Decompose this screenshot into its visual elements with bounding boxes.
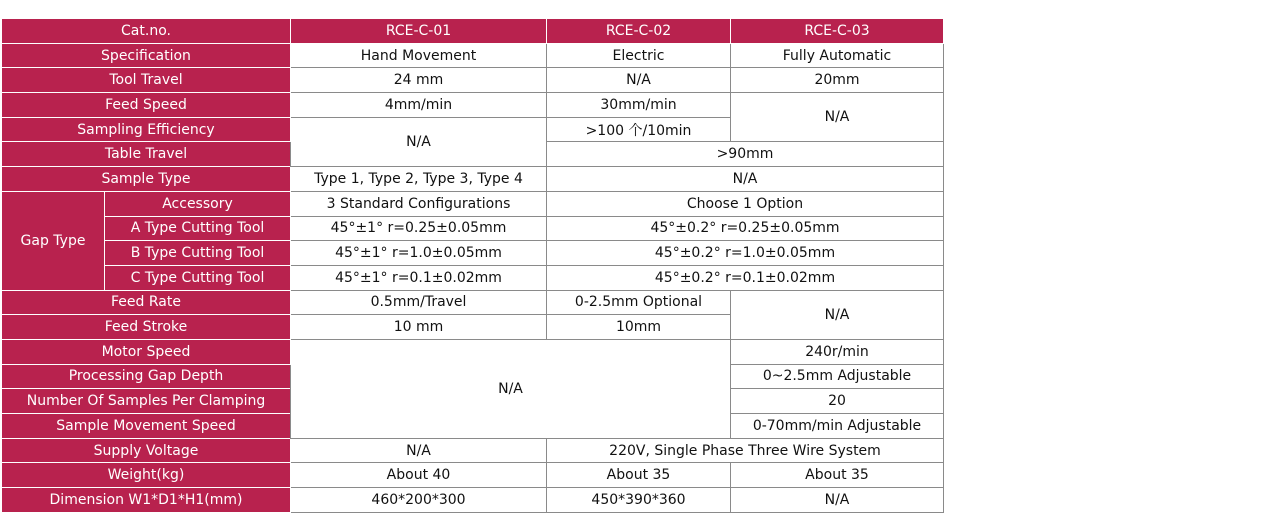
table-row-feed-rate <box>2 290 944 315</box>
cell-value: N/A <box>547 68 731 93</box>
header-model-rce-c-02: RCE-C-02 <box>547 19 731 44</box>
row-label: Motor Speed <box>2 339 291 364</box>
table-row-specification <box>2 43 944 68</box>
cell-value: 10mm <box>547 315 731 340</box>
row-label: Feed Rate <box>2 290 291 315</box>
cell-value: 10 mm <box>291 315 547 340</box>
sub-row-label: C Type Cutting Tool <box>105 265 291 290</box>
row-label: Number Of Samples Per Clamping <box>2 389 291 414</box>
table-row-motor-speed <box>2 339 944 364</box>
cell-value: N/A <box>291 117 547 166</box>
sub-row-label: Accessory <box>105 191 291 216</box>
specification-table <box>1 18 944 513</box>
cell-value: 24 mm <box>291 68 547 93</box>
row-label: Weight(kg) <box>2 463 291 488</box>
row-label: Specification <box>2 43 291 68</box>
table-row-feed-speed <box>2 93 944 118</box>
header-model-rce-c-03: RCE-C-03 <box>731 19 944 44</box>
header-catno: Cat.no. <box>2 19 291 44</box>
cell-value: Fully Automatic <box>731 43 944 68</box>
cell-value: 450*390*360 <box>547 488 731 513</box>
cell-value: About 40 <box>291 463 547 488</box>
cell-value: 3 Standard Configurations <box>291 191 547 216</box>
row-label: Dimension W1*D1*H1(mm) <box>2 488 291 513</box>
row-label: Sampling Efficiency <box>2 117 291 142</box>
row-label-gap-type: Gap Type <box>2 191 105 290</box>
cell-value: 20 <box>731 389 944 414</box>
cell-value: >90mm <box>547 142 944 167</box>
cell-value: 45°±1° r=0.25±0.05mm <box>291 216 547 241</box>
table-row-tool-travel <box>2 68 944 93</box>
cell-value: 4mm/min <box>291 93 547 118</box>
cell-value: 45°±0.2° r=0.1±0.02mm <box>547 265 944 290</box>
row-label: Processing Gap Depth <box>2 364 291 389</box>
cell-value: 0-70mm/min Adjustable <box>731 414 944 439</box>
cell-value: About 35 <box>547 463 731 488</box>
row-label: Sample Type <box>2 167 291 192</box>
cell-value: Electric <box>547 43 731 68</box>
cell-value: 30mm/min <box>547 93 731 118</box>
row-label: Feed Speed <box>2 93 291 118</box>
cell-value: 45°±0.2° r=0.25±0.05mm <box>547 216 944 241</box>
cell-value: 45°±1° r=1.0±0.05mm <box>291 241 547 266</box>
table-row-b-type-cutting-tool <box>2 241 944 266</box>
cell-value: 45°±0.2° r=1.0±0.05mm <box>547 241 944 266</box>
table-row-sample-type <box>2 167 944 192</box>
table-row-c-type-cutting-tool <box>2 265 944 290</box>
cell-value: Choose 1 Option <box>547 191 944 216</box>
cell-value: 240r/min <box>731 339 944 364</box>
table-row-supply-voltage <box>2 438 944 463</box>
cell-value: 45°±1° r=0.1±0.02mm <box>291 265 547 290</box>
cell-value: N/A <box>731 93 944 142</box>
header-model-rce-c-01: RCE-C-01 <box>291 19 547 44</box>
cell-value: 220V, Single Phase Three Wire System <box>547 438 944 463</box>
cell-value: 0~2.5mm Adjustable <box>731 364 944 389</box>
cell-value: N/A <box>291 438 547 463</box>
cell-value: 20mm <box>731 68 944 93</box>
cell-value: N/A <box>731 488 944 513</box>
cell-value: >100 个/10min <box>547 117 731 142</box>
cell-value: 0-2.5mm Optional <box>547 290 731 315</box>
row-label: Table Travel <box>2 142 291 167</box>
cell-value: Hand Movement <box>291 43 547 68</box>
cell-value: 0.5mm/Travel <box>291 290 547 315</box>
sub-row-label: B Type Cutting Tool <box>105 241 291 266</box>
table-header-row <box>2 19 944 44</box>
cell-value: 460*200*300 <box>291 488 547 513</box>
row-label: Tool Travel <box>2 68 291 93</box>
cell-value: N/A <box>291 339 731 438</box>
sub-row-label: A Type Cutting Tool <box>105 216 291 241</box>
cell-value: N/A <box>547 167 944 192</box>
row-label: Supply Voltage <box>2 438 291 463</box>
table-row-weight <box>2 463 944 488</box>
table-row-accessory <box>2 191 944 216</box>
table-row-dimension <box>2 488 944 513</box>
row-label: Feed Stroke <box>2 315 291 340</box>
cell-value: N/A <box>731 290 944 339</box>
cell-value: About 35 <box>731 463 944 488</box>
row-label: Sample Movement Speed <box>2 414 291 439</box>
table-row-a-type-cutting-tool <box>2 216 944 241</box>
cell-value: Type 1, Type 2, Type 3, Type 4 <box>291 167 547 192</box>
